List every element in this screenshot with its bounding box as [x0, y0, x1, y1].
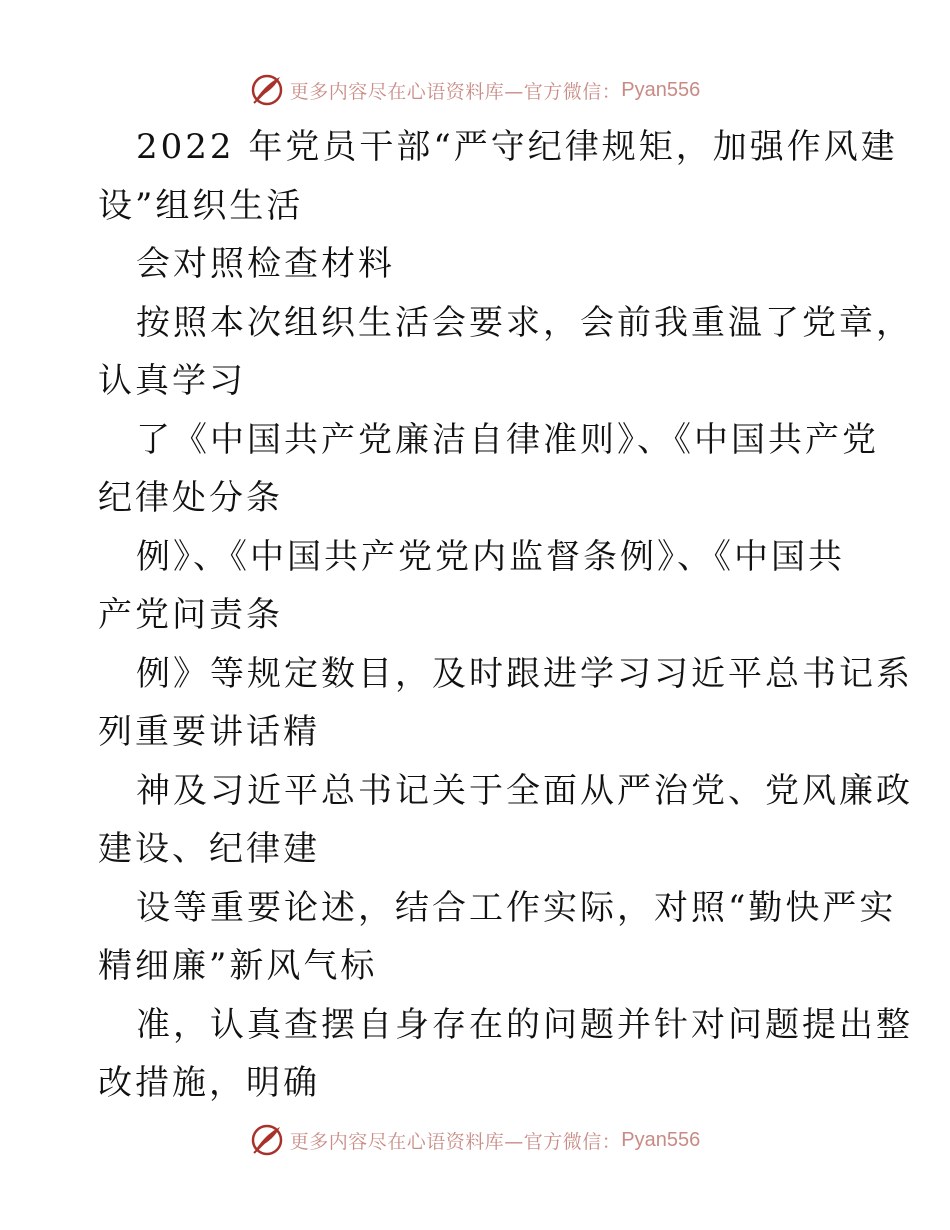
- text-line: 了《中国共产党廉洁自律准则》、《中国共产党: [136, 419, 879, 460]
- watermark-id: Pyan556: [621, 1128, 701, 1151]
- text-line: 例》、《中国共产党党内监督条例》、《中国共: [136, 536, 845, 577]
- watermark-text: 更多内容尽在心语资料库—官方微信：: [289, 80, 622, 103]
- text-line: 2022 年党员干部“严守纪律规矩，加强作风建: [136, 127, 898, 167]
- text-line: 产党问责条: [98, 595, 283, 635]
- watermark-text: 更多内容尽在心语资料库—官方微信：: [289, 1130, 622, 1153]
- document-body: [98, 118, 913, 1113]
- text-line: 神及习近平总书记关于全面从严治党、党风廉政: [136, 770, 913, 811]
- text-line: 准，认真查摆自身存在的问题并针对问题提出整: [136, 1004, 913, 1045]
- header-watermark: [0, 70, 950, 110]
- text-line: 设等重要论述，结合工作实际，对照“勤快严实: [136, 887, 897, 928]
- text-line: 改措施，明确: [98, 1063, 320, 1103]
- quill-pen-logo-icon: [250, 1123, 284, 1157]
- text-line: 纪律处分条: [98, 478, 283, 518]
- text-line: 设”组织生活: [98, 185, 304, 226]
- text-line: 精细廉”新风气标: [98, 946, 378, 986]
- quill-pen-logo-icon: [250, 73, 284, 107]
- text-line: 列重要讲话精: [98, 712, 320, 752]
- text-line: 建设、纪律建: [98, 829, 320, 869]
- footer-watermark: [0, 1120, 950, 1160]
- text-line: 会对照检查材料: [136, 244, 395, 284]
- text-line: 认真学习: [98, 361, 246, 401]
- text-line: 例》等规定数目，及时跟进学习习近平总书记系: [136, 653, 913, 694]
- watermark-id: Pyan556: [621, 78, 701, 101]
- text-line: 按照本次组织生活会要求，会前我重温了党章，: [136, 302, 913, 343]
